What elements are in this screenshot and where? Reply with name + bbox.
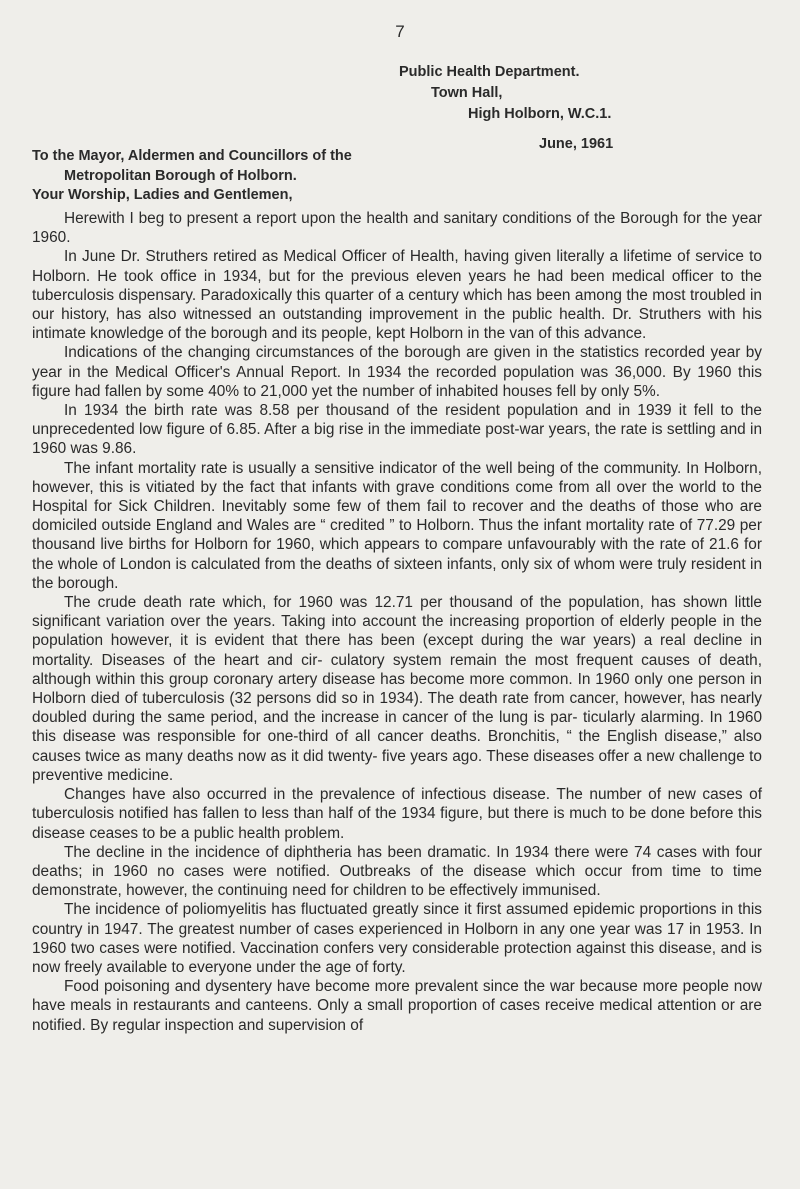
letter-date: June, 1961 [539,136,614,152]
paragraph: In June Dr. Struthers retired as Medical Officer of Health, having given literally a lifetime of service to Holborn. He took office in 1934, but for the previous eleven years he had been medical officer to the tuberculosis dispensary. Paradoxically this quarter of a century which has been among the most troubled in our history, has also witnessed an outstanding improvement in the public health. Dr. Struthers with his intimate knowledge of the borough and its people, kept Holborn in the van of this advance. [32,248,762,343]
paragraph: Changes have also occurred in the prevalence of infectious disease. The number of new cases of tuberculosis notified has fallen to less than half of the 1934 figure, but there is much to be done before this disease ceases to be a public health problem. [32,786,762,842]
salutation-greeting: Your Worship, Ladies and Gentlemen, [32,187,293,203]
salutation-borough: Metropolitan Borough of Holborn. [64,167,297,184]
sender-address [397,62,613,155]
paragraph: The infant mortality rate is usually a sensitive indicator of the well being of the community. In Holborn, however, this is vitiated by the fact that infants with grave conditions come from all over the world to the Hospital for Sick Children. Inevitably some few of them fail to recover and the deaths of those who are domiciled outside England and Wales are “ credited ” to Holborn. Thus the infant mortality rate of 77.29 per thousand live births for Holborn for 1960, which appears to compare unfavourably with the rate of 21.6 for the whole of London is calculated from the deaths of sixteen infants, only six of whom were truly resident in the borough. [32,459,762,592]
address-street: High Holborn, W.C.1. [468,106,612,122]
paragraph: The decline in the incidence of diphtheria has been dramatic. In 1934 there were 74 cases with four deaths; in 1960 no cases were notified. Outbreaks of the disease which occur from time to time demonstrate, however, the continuing need for children to be effectively immunised. [32,843,762,900]
paragraph: The crude death rate which, for 1960 was 12.71 per thousand of the population, has shown little significant variation over the years. Taking into account the increasing proportion of elderly people in the population however, it is evident that there has been (except during the war years) a real decline in mortality. Diseases of the heart and cir- culatory system remain the most frequent causes of death, although within this group coronary artery disease has become more common. In 1960 only one person in Holborn died of tuberculosis (32 persons did so in 1934). The death rate from cancer, however, has nearly doubled during the same period, and the increase in cancer of the lung is par- ticularly alarming. In 1960 this disease was responsible for one-third of all cancer deaths. Bronchitis, “ the English disease,” also causes twice as many deaths now as it did twenty- five years ago. These diseases offer a new challenge to preventive medicine. [32,594,762,784]
paragraph: Indications of the changing circumstances of the borough are given in the statistics recorded year by year in the Medical Officer's Annual Report. In 1934 the recorded population was 36,000. By 1960 this figure had fallen by some 40% to 21,000 yet the number of inhabited houses fell by only 5%. [32,344,762,400]
address-department: Public Health Department. [399,64,580,80]
address-building: Town Hall, [431,85,503,101]
paragraph: Food poisoning and dysentery have become more prevalent since the war because more people now have meals in restaurants and canteens. Only a small proportion of cases receive medical attention or are notified. By regular inspection and supervision of [32,978,762,1034]
report-body [32,209,762,1035]
paragraph: The incidence of poliomyelitis has fluctuated greatly since it first assumed epidemic proportions in this country in 1947. The greatest number of cases experienced in Holborn in any one year was 17 in 1953. In 1960 two cases were notified. Vaccination confers very considerable protection against this disease, and is now freely available to everyone under the age of forty. [32,901,762,976]
page-number: 7 [395,22,405,41]
paragraph: In 1934 the birth rate was 8.58 per thousand of the resident population and in 1939 it fell to the unprecedented low figure of 6.85. After a big rise in the immediate post-war years, the rate is settling and in 1960 was 9.86. [32,402,762,458]
salutation-recipients: To the Mayor, Aldermen and Councillors of the [32,148,352,164]
paragraph: Herewith I beg to present a report upon the health and sanitary conditions of the Borough for the year 1960. [32,210,762,247]
salutation [32,147,352,206]
